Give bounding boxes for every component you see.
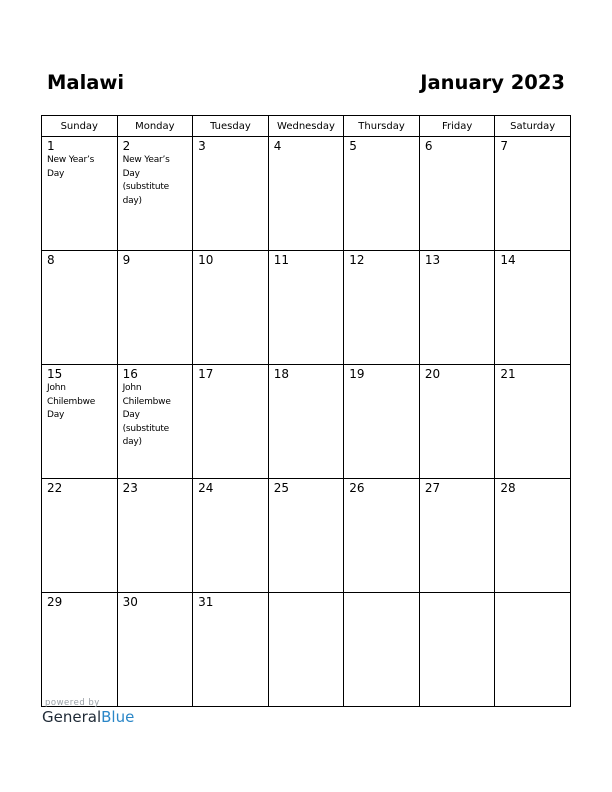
weekday-tuesday: Tuesday [193, 116, 269, 137]
day-number: 19 [349, 367, 365, 381]
day-number: 20 [424, 367, 441, 381]
day-number: 28 [500, 481, 516, 495]
day-cell [495, 137, 571, 251]
day-cell [419, 137, 495, 251]
day-cell [117, 251, 193, 365]
country-title: Malawi [47, 71, 125, 94]
weekday-monday: Monday [117, 116, 193, 137]
day-number: 4 [273, 139, 282, 153]
day-number: 25 [273, 481, 289, 495]
day-cell [268, 137, 344, 251]
day-number: 17 [198, 367, 214, 381]
day-number: 1 [47, 139, 55, 153]
day-cell [419, 251, 495, 365]
day-cell [344, 365, 420, 479]
day-number: 29 [47, 595, 63, 609]
week-row [42, 479, 571, 593]
holiday-label: John Chilembwe Day [47, 383, 96, 420]
day-number: 13 [424, 253, 441, 267]
day-cell [42, 365, 118, 479]
day-cell [193, 479, 269, 593]
weekday-sunday: Sunday [42, 116, 118, 137]
day-cell [117, 479, 193, 593]
day-number: 11 [273, 253, 289, 267]
day-cell [193, 365, 269, 479]
day-number: 14 [500, 253, 516, 267]
day-number: 9 [122, 253, 131, 267]
day-number: 10 [198, 253, 214, 267]
day-cell [419, 593, 495, 707]
day-cell [42, 479, 118, 593]
holiday-label: John Chilembwe Day (substitute day) [122, 383, 171, 447]
day-cell [42, 593, 118, 707]
day-number: 18 [273, 367, 289, 381]
generalblue-logo [42, 708, 134, 726]
day-number: 27 [424, 481, 441, 495]
day-number: 7 [500, 139, 509, 153]
weekday-saturday: Saturday [495, 116, 571, 137]
weekday-friday: Friday [419, 116, 495, 137]
day-cell [268, 251, 344, 365]
weekday-header-row [42, 116, 571, 137]
day-number: 30 [122, 595, 138, 609]
brand-name-blue: Blue [101, 708, 135, 726]
day-cell [117, 365, 193, 479]
day-cell [117, 137, 193, 251]
day-cell [344, 251, 420, 365]
week-row [42, 251, 571, 365]
day-number: 15 [47, 367, 63, 381]
week-row [42, 365, 571, 479]
weekday-wednesday: Wednesday [268, 116, 344, 137]
calendar-grid [41, 115, 571, 707]
holiday-label: New Year’s Day [47, 155, 95, 179]
day-cell [495, 251, 571, 365]
day-number: 12 [349, 253, 365, 267]
day-cell [344, 593, 420, 707]
day-number: 2 [122, 139, 131, 153]
day-cell [419, 365, 495, 479]
day-cell [344, 137, 420, 251]
day-number: 8 [47, 253, 55, 267]
week-row [42, 593, 571, 707]
day-number: 3 [198, 139, 206, 153]
day-number: 22 [47, 481, 63, 495]
month-year-title: January 2023 [420, 71, 565, 94]
day-number: 24 [198, 481, 214, 495]
day-number: 21 [500, 367, 516, 381]
day-cell [193, 593, 269, 707]
day-cell [344, 479, 420, 593]
day-number: 31 [198, 595, 214, 609]
day-cell [495, 365, 571, 479]
brand-name-general: General [42, 708, 102, 726]
day-number: 6 [424, 139, 433, 153]
day-cell [495, 593, 571, 707]
day-number: 23 [122, 481, 138, 495]
day-number: 16 [122, 367, 138, 381]
day-cell [268, 593, 344, 707]
day-cell [268, 479, 344, 593]
day-number: 5 [349, 139, 357, 153]
day-cell [495, 479, 571, 593]
day-cell [117, 593, 193, 707]
day-cell [42, 251, 118, 365]
day-cell [268, 365, 344, 479]
holiday-label: New Year’s Day (substitute day) [122, 155, 170, 206]
weekday-thursday: Thursday [344, 116, 420, 137]
day-cell [419, 479, 495, 593]
powered-by-label: powered by [45, 698, 100, 708]
day-cell [193, 251, 269, 365]
day-cell [193, 137, 269, 251]
footer-branding [42, 698, 134, 726]
week-row [42, 137, 571, 251]
day-number: 26 [349, 481, 365, 495]
day-cell [42, 137, 118, 251]
